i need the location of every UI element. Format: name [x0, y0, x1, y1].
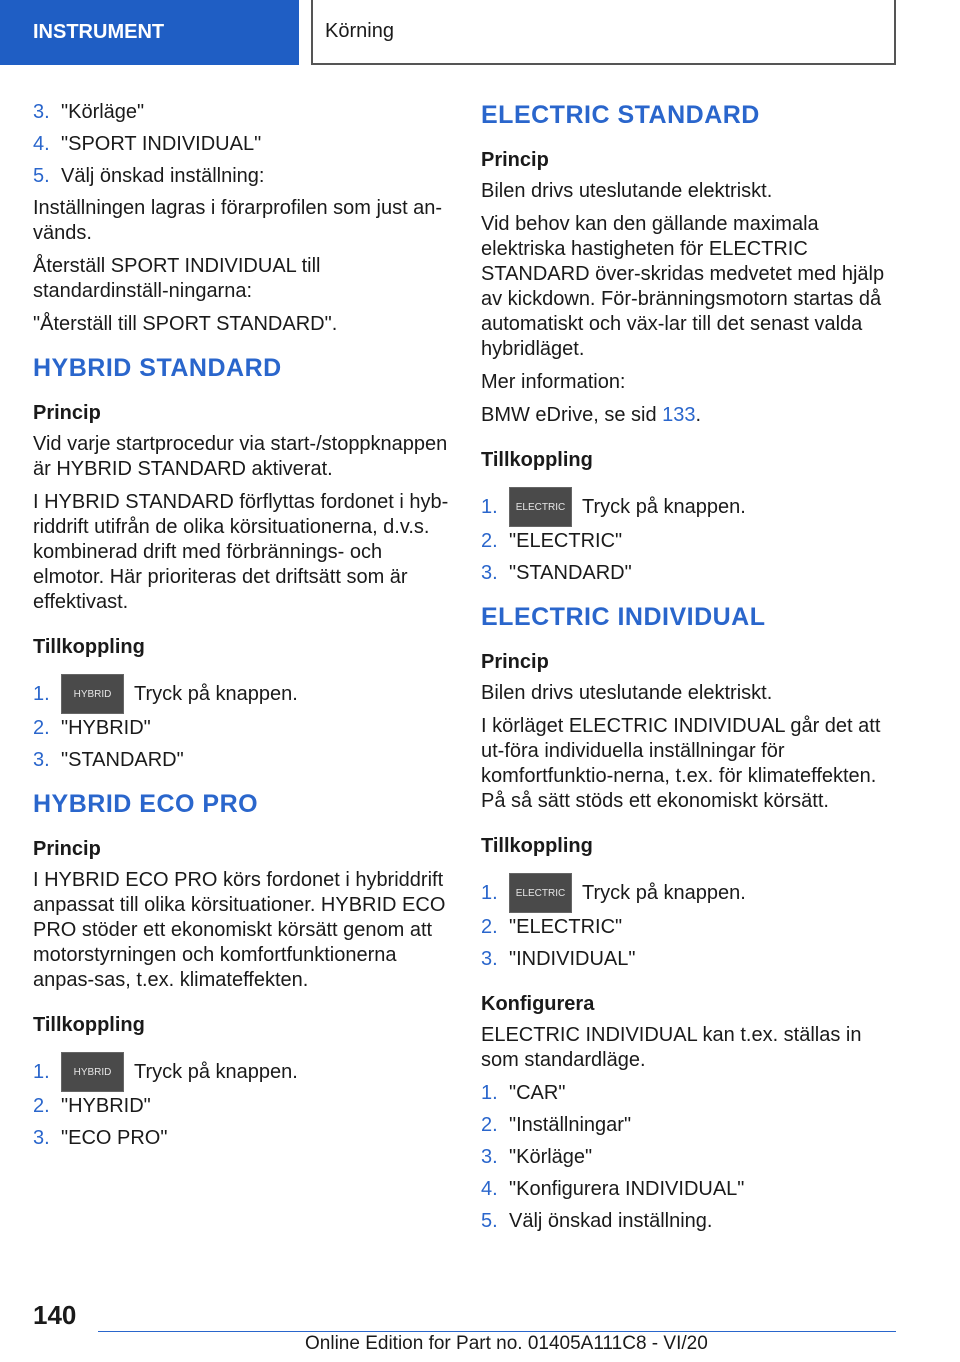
subheading-princip: Princip	[33, 402, 101, 424]
subheading-princip: Princip	[33, 838, 101, 860]
list-text: "Konfigurera INDIVIDUAL"	[509, 1178, 745, 1200]
list-number: 1.	[481, 495, 498, 518]
list-item	[481, 1145, 901, 1170]
list-item	[33, 748, 451, 773]
subheading-tillkoppling: Tillkoppling	[33, 636, 145, 658]
list-item	[481, 915, 901, 940]
list-text: "STANDARD"	[509, 562, 632, 584]
subheading-tillkoppling: Tillkoppling	[481, 835, 593, 857]
list-number: 1.	[481, 1082, 498, 1104]
paragraph: ELECTRIC INDIVIDUAL kan t.ex. ställas in som standardläge.	[481, 1024, 862, 1071]
list-text: "INDIVIDUAL"	[509, 948, 636, 970]
list-text: "ELECTRIC"	[509, 916, 623, 938]
list-number: 1.	[33, 1060, 50, 1083]
list-item	[481, 487, 901, 527]
section-heading-electric-individual: ELECTRIC INDIVIDUAL	[481, 603, 766, 631]
list-number: 4.	[481, 1178, 498, 1200]
list-number: 3.	[481, 562, 498, 584]
paragraph: Återställ SPORT INDIVIDUAL till standardinställ-ningarna:	[33, 255, 321, 302]
list-item	[33, 674, 451, 714]
paragraph: Bilen drivs uteslutande elektriskt.	[481, 180, 773, 202]
hybrid-button-icon: HYBRID	[61, 674, 124, 714]
paragraph: I HYBRID ECO PRO körs fordonet i hybriddrift anpassat till olika körsituationer. HYBRID ECO PRO stöder ett ekonomiskt körsätt genom att motorstyrningen och komfortfunktionerna anpas-sas, t.ex. klimateffekten.	[33, 869, 446, 991]
list-item	[33, 164, 451, 189]
section-label: INSTRUMENT	[33, 21, 165, 43]
list-number: 2.	[33, 1095, 50, 1117]
list-item	[481, 1081, 901, 1106]
paragraph: Inställningen lagras i förarprofilen som just an-vänds.	[33, 197, 443, 244]
paragraph: I körläget ELECTRIC INDIVIDUAL går det att ut-föra individuella inställningar för komfortfunktio-nerna, t.ex. för klimateffekten. På så sätt stöds ett ekonomiskt körsätt.	[481, 715, 881, 812]
list-number: 5.	[481, 1210, 498, 1232]
right-column	[481, 100, 901, 1241]
list-item	[33, 1052, 451, 1092]
list-item	[481, 529, 901, 554]
page-number: 140	[33, 1300, 77, 1330]
subheading-tillkoppling: Tillkoppling	[33, 1014, 145, 1036]
reference-end: .	[695, 404, 702, 426]
list-item	[481, 947, 901, 972]
list-text: "ECO PRO"	[61, 1127, 168, 1149]
section-heading-electric-standard: ELECTRIC STANDARD	[481, 101, 760, 129]
list-number: 3.	[33, 1127, 50, 1149]
list-number: 1.	[481, 881, 498, 904]
list-text: "STANDARD"	[61, 749, 184, 771]
section-heading-hybrid-eco-pro: HYBRID ECO PRO	[33, 790, 259, 818]
list-item	[481, 1113, 901, 1138]
list-number: 2.	[33, 717, 50, 739]
list-number: 1.	[33, 682, 50, 705]
list-text: "SPORT INDIVIDUAL"	[61, 133, 262, 155]
list-number: 2.	[481, 1114, 498, 1136]
list-text: Välj önskad inställning:	[61, 165, 265, 187]
list-item	[33, 1126, 451, 1151]
list-text: Tryck på knappen.	[582, 881, 746, 904]
list-item	[481, 1177, 901, 1202]
list-text: Tryck på knappen.	[582, 495, 746, 518]
list-text: Välj önskad inställning.	[509, 1210, 713, 1232]
list-item	[33, 716, 451, 741]
list-text: "CAR"	[509, 1082, 566, 1104]
electric-button-icon: ELECTRIC	[509, 873, 572, 913]
list-text: "Körläge"	[61, 101, 145, 123]
list-number: 3.	[33, 101, 50, 123]
subheading-konfigurera: Konfigurera	[481, 993, 595, 1015]
list-text: Tryck på knappen.	[134, 682, 298, 705]
subheading-princip: Princip	[481, 149, 549, 171]
section-heading-hybrid-standard: HYBRID STANDARD	[33, 354, 282, 382]
footer-divider	[98, 1331, 896, 1332]
list-number: 3.	[481, 1146, 498, 1168]
paragraph: Mer information:	[481, 371, 626, 393]
reference-paragraph	[481, 403, 901, 428]
list-number: 5.	[33, 165, 50, 187]
list-text: "HYBRID"	[61, 1095, 151, 1117]
subheading-tillkoppling: Tillkoppling	[481, 449, 593, 471]
list-item	[33, 132, 451, 157]
electric-button-icon: ELECTRIC	[509, 487, 572, 527]
list-number: 4.	[33, 133, 50, 155]
list-text: "HYBRID"	[61, 717, 151, 739]
page-link[interactable]: 133	[662, 404, 696, 426]
left-column	[33, 100, 451, 1158]
list-text: "ELECTRIC"	[509, 530, 623, 552]
list-text: "Körläge"	[509, 1146, 593, 1168]
list-text: Tryck på knappen.	[134, 1060, 298, 1083]
section-tab	[0, 0, 299, 65]
paragraph: "Återställ till SPORT STANDARD".	[33, 313, 338, 335]
list-item	[481, 1209, 901, 1234]
list-number: 2.	[481, 916, 498, 938]
edition-footer: Online Edition for Part no. 01405A111C8 - VI/20	[305, 1333, 708, 1354]
chapter-label: Körning	[325, 20, 394, 42]
subheading-princip: Princip	[481, 651, 549, 673]
list-number: 3.	[33, 749, 50, 771]
paragraph: I HYBRID STANDARD förflyttas fordonet i hyb-riddrift utifrån de olika körsituationerna, d.v.s. kombinerad drift med förbrännings- och elmotor. Här prioriteras det driftsätt som är effektivast.	[33, 491, 449, 613]
list-item	[33, 1094, 451, 1119]
list-item	[33, 100, 451, 125]
paragraph: Bilen drivs uteslutande elektriskt.	[481, 682, 773, 704]
hybrid-button-icon: HYBRID	[61, 1052, 124, 1092]
list-item	[481, 873, 901, 913]
list-text: "Inställningar"	[509, 1114, 632, 1136]
chapter-tab	[311, 0, 896, 65]
paragraph: Vid varje startprocedur via start-/stoppknappen är HYBRID STANDARD aktiverat.	[33, 433, 448, 480]
reference-text: BMW eDrive, se sid	[481, 404, 663, 426]
list-item	[481, 561, 901, 586]
list-number: 2.	[481, 530, 498, 552]
list-number: 3.	[481, 948, 498, 970]
paragraph: Vid behov kan den gällande maximala elektriska hastigheten för ELECTRIC STANDARD över-skridas medvetet med hjälp av kickdown. För-bränningsmotorn startas då automatiskt och väx-lar till det senast valda hybridläget.	[481, 213, 885, 360]
